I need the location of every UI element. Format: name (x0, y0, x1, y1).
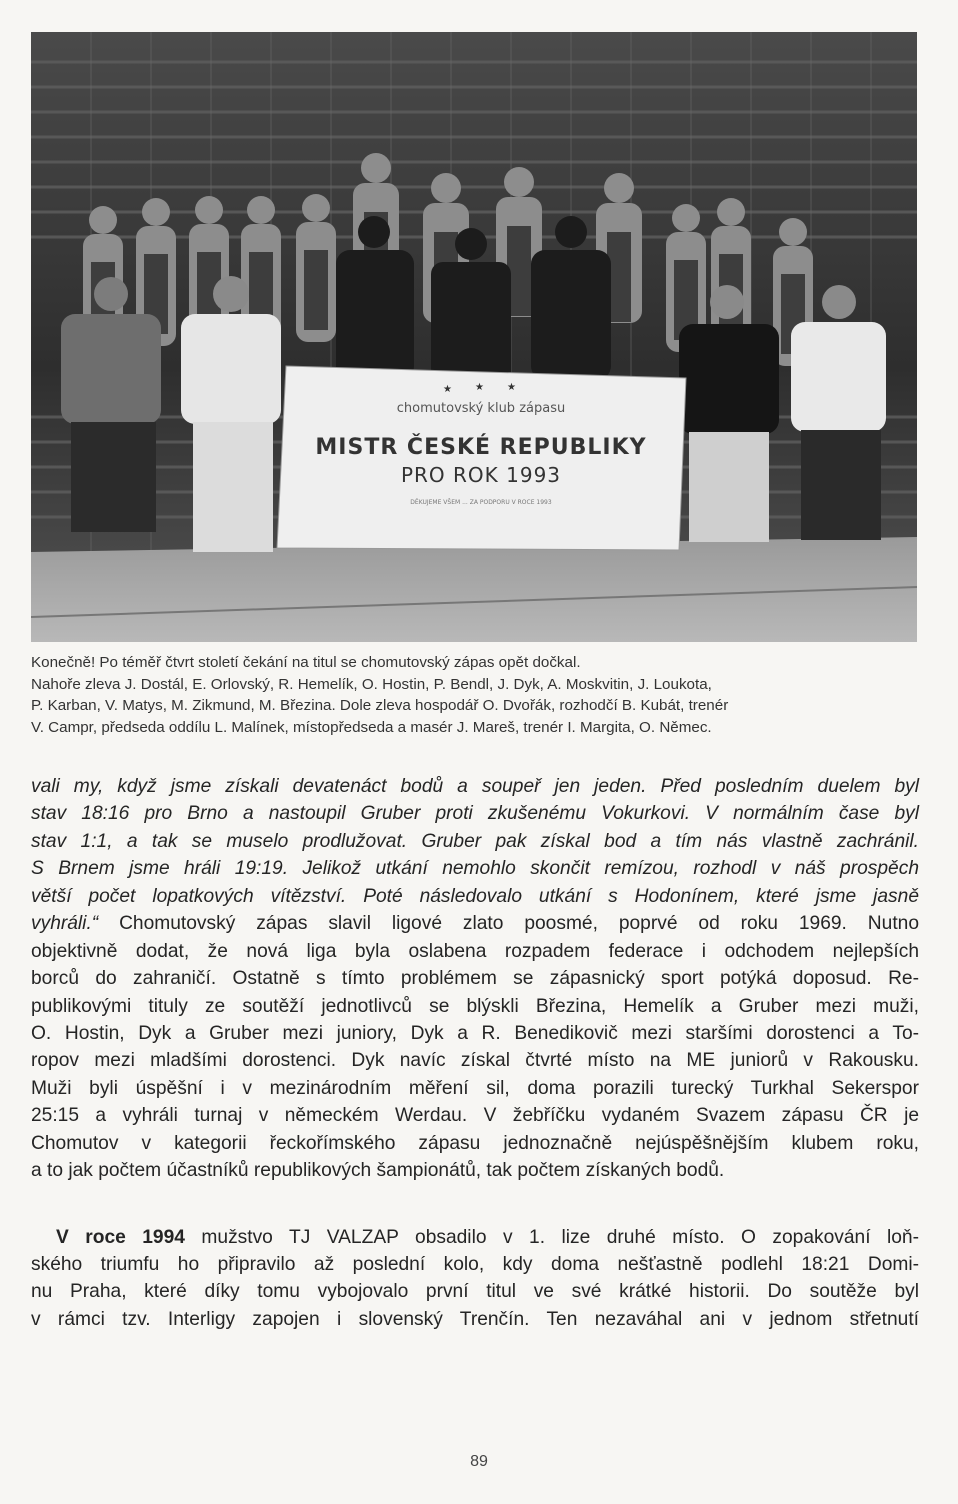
text-segment: mužstvo TJ VALZAP obsadilo v 1. lize druhé místo. O zopakování loň- (184, 1226, 919, 1248)
text-line: Muži byli úspěšní i v mezinárodním měření sil, doma porazili turecký Turkhal Sekerspor (31, 1077, 919, 1099)
text-line: v rámci tzv. Interligy zapojen i slovenský Trenčín. Ten nezaváhal ani v jednom střetnutí (31, 1308, 919, 1330)
caption-line: P. Karban, V. Matys, M. Zikmund, M. Březina. Dole zleva hospodář O. Dvořák, rozhodčí B. Kubát, trenér (31, 697, 729, 714)
banner-fine-print: DĚKUJEME VŠEM ... ZA PODPORU V ROCE 1993 (410, 499, 552, 506)
text-line: nu Praha, které díky tomu vybojovalo první titul ve své krátké historii. Do soutěže byl (31, 1281, 919, 1303)
quote-end: vyhráli.“ (31, 913, 99, 935)
team-photo (31, 32, 917, 642)
text-line (31, 910, 919, 937)
text-segment: Chomutovský zápas slavil ligové zlato poosmé, poprvé od roku 1969. Nutno (98, 913, 919, 935)
text-line: O. Hostin, Dyk a Gruber mezi juniory, Dyk a R. Benedikovič mezi staršími dorostenci a To- (31, 1022, 919, 1044)
svg-text:★: ★ (507, 382, 516, 393)
text-line: vali my, když jsme získali devatenáct bodů a soupeř jen jeden. Před posledním duelem byl (31, 776, 919, 797)
text-line: ropov mezi mladšími dorostenci. Dyk navíc získal čtvrté místo na ME juniorů v Rakousku. (31, 1050, 919, 1072)
text-line (31, 1224, 919, 1251)
text-line: stav 18:16 pro Brno a nastoupil Gruber proti zkušenému Vokurkovi. V normálním čase byl (31, 803, 919, 825)
svg-text:★: ★ (443, 384, 452, 395)
text-line: větší počet lopatkových vítězství. Poté následovalo utkání s Hodonínem, které jsme jasně (31, 885, 919, 907)
text-line: publikovými tituly ze soutěží jednotlivců se blýskli Březina, Hemelík a Gruber mezi muži, (31, 995, 919, 1017)
text-line: a to jak počtem účastníků republikových šampionátů, tak počtem získaných bodů. (31, 1160, 725, 1182)
team-photo-image (31, 32, 917, 642)
page-number: 89 (470, 1453, 488, 1470)
text-line: stav 1:1, a tak se muselo prodlužovat. Gruber pak získal bod a tím nás vlastně zachránil. (31, 830, 919, 852)
banner-title: MISTR ČESKÉ REPUBLIKY (315, 435, 647, 460)
text-line: objektivně dodat, že nová liga byla oslabena rozpadem federace i odchodem nejlepších (31, 940, 919, 962)
text-line: S Brnem jsme hráli 19:19. Jelikož utkání nemohlo skončit remízou, rozhodl v náš prospěch (31, 858, 919, 880)
svg-text:★: ★ (475, 382, 484, 393)
caption-line: V. Campr, předseda oddílu L. Malínek, místopředseda a masér J. Mareš, trenér I. Margita, O. Němec. (31, 718, 712, 736)
caption-line: Konečně! Po téměř čtvrt století čekání na titul se chomutovský zápas opět dočkal. (31, 654, 581, 671)
text-line: 25:15 a vyhráli turnaj v německém Werdau. V žebříčku vydaném Svazem zápasu ČR je (31, 1105, 919, 1127)
year-heading: V roce 1994 (56, 1226, 185, 1248)
text-line: ského triumfu ho připravilo až poslední kolo, kdy doma nešťastně podlehl 18:21 Domi- (31, 1254, 919, 1275)
banner-year: PRO ROK 1993 (400, 463, 562, 487)
caption-line: Nahoře zleva J. Dostál, E. Orlovský, R. Hemelík, O. Hostin, P. Bendl, J. Dyk, A. Moskvitin, J. Loukota, (31, 675, 712, 693)
banner-club: chomutovský klub zápasu (396, 401, 566, 416)
photo-caption (31, 652, 921, 738)
text-line: Chomutov v kategorii řeckořímského zápasu jednoznačně nejúspěšnějším klubem roku, (31, 1132, 919, 1154)
body-text (31, 773, 919, 1333)
text-line: borců do zahraničí. Ostatně s tímto problémem se zápasnický sport potýká doposud. Re- (31, 968, 919, 990)
